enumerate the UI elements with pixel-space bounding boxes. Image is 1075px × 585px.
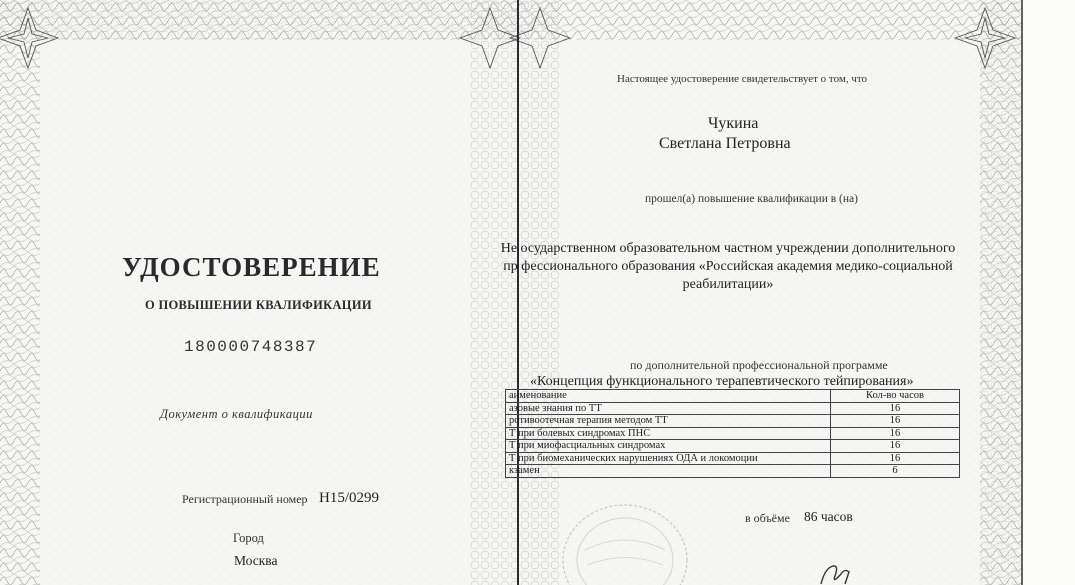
- passed-text: прошел(а) повышение квалификации в (на): [645, 193, 858, 205]
- column-header-hours: Кол-во часов: [831, 390, 960, 403]
- certificate-number: 180000748387: [184, 338, 318, 356]
- table-row: [506, 465, 960, 478]
- city-label: Город: [233, 531, 264, 545]
- program-name: «Концепция функционального терапевтического тейпирования»: [530, 374, 914, 389]
- signature-mark: [815, 562, 855, 585]
- course-hours: 6: [831, 465, 960, 478]
- courses-table: [505, 389, 960, 478]
- registration-number: Н15/0299: [319, 490, 379, 506]
- table-row: [506, 415, 960, 428]
- table-row: [506, 452, 960, 465]
- course-hours: 16: [831, 452, 960, 465]
- course-name: Т при миофасциальных синдромах: [506, 440, 831, 453]
- table-row: [506, 440, 960, 453]
- document-type-label: Документ о квалификации: [160, 407, 313, 421]
- table-row: [506, 402, 960, 415]
- organization-line-3: реабилитации»: [682, 277, 774, 292]
- holder-surname: Чукина: [708, 115, 759, 132]
- organization-name: [498, 240, 958, 294]
- column-header-name: аименование: [506, 390, 831, 403]
- table-header-row: [506, 390, 960, 403]
- city-value: Москва: [234, 553, 278, 568]
- registration-label: Регистрационный номер: [182, 492, 308, 506]
- volume-label: в объёме: [745, 511, 790, 525]
- course-name: ротивоотечная терапия методом ТТ: [506, 415, 831, 428]
- table-row: [506, 427, 960, 440]
- course-name: Т при биомеханических нарушениях ОДА и локомоции: [506, 452, 831, 465]
- course-name: Т при болевых синдромах ПНС: [506, 427, 831, 440]
- organization-line-2: пр фессионального образования «Российская академия медико-социальной: [503, 259, 953, 274]
- volume-value: 86 часов: [804, 509, 853, 524]
- course-hours: 16: [831, 415, 960, 428]
- program-label: по дополнительной профессиональной программе: [630, 358, 888, 372]
- certificate-subtitle: О ПОВЫШЕНИИ КВАЛИФИКАЦИИ: [145, 298, 372, 312]
- course-name: кзамен: [506, 465, 831, 478]
- course-hours: 16: [831, 427, 960, 440]
- intro-text: Настоящее удостоверение свидетельствует о том, что: [617, 73, 868, 85]
- holder-name: Светлана Петровна: [659, 135, 791, 152]
- faded-stamp: [555, 490, 695, 585]
- course-hours: 16: [831, 440, 960, 453]
- organization-line-1: Не осударственном образовательном частном учреждении дополнительного: [500, 241, 956, 256]
- certificate-title: УДОСТОВЕРЕНИЕ: [122, 252, 381, 282]
- course-hours: 16: [831, 402, 960, 415]
- course-name: азовые знания по ТТ: [506, 402, 831, 415]
